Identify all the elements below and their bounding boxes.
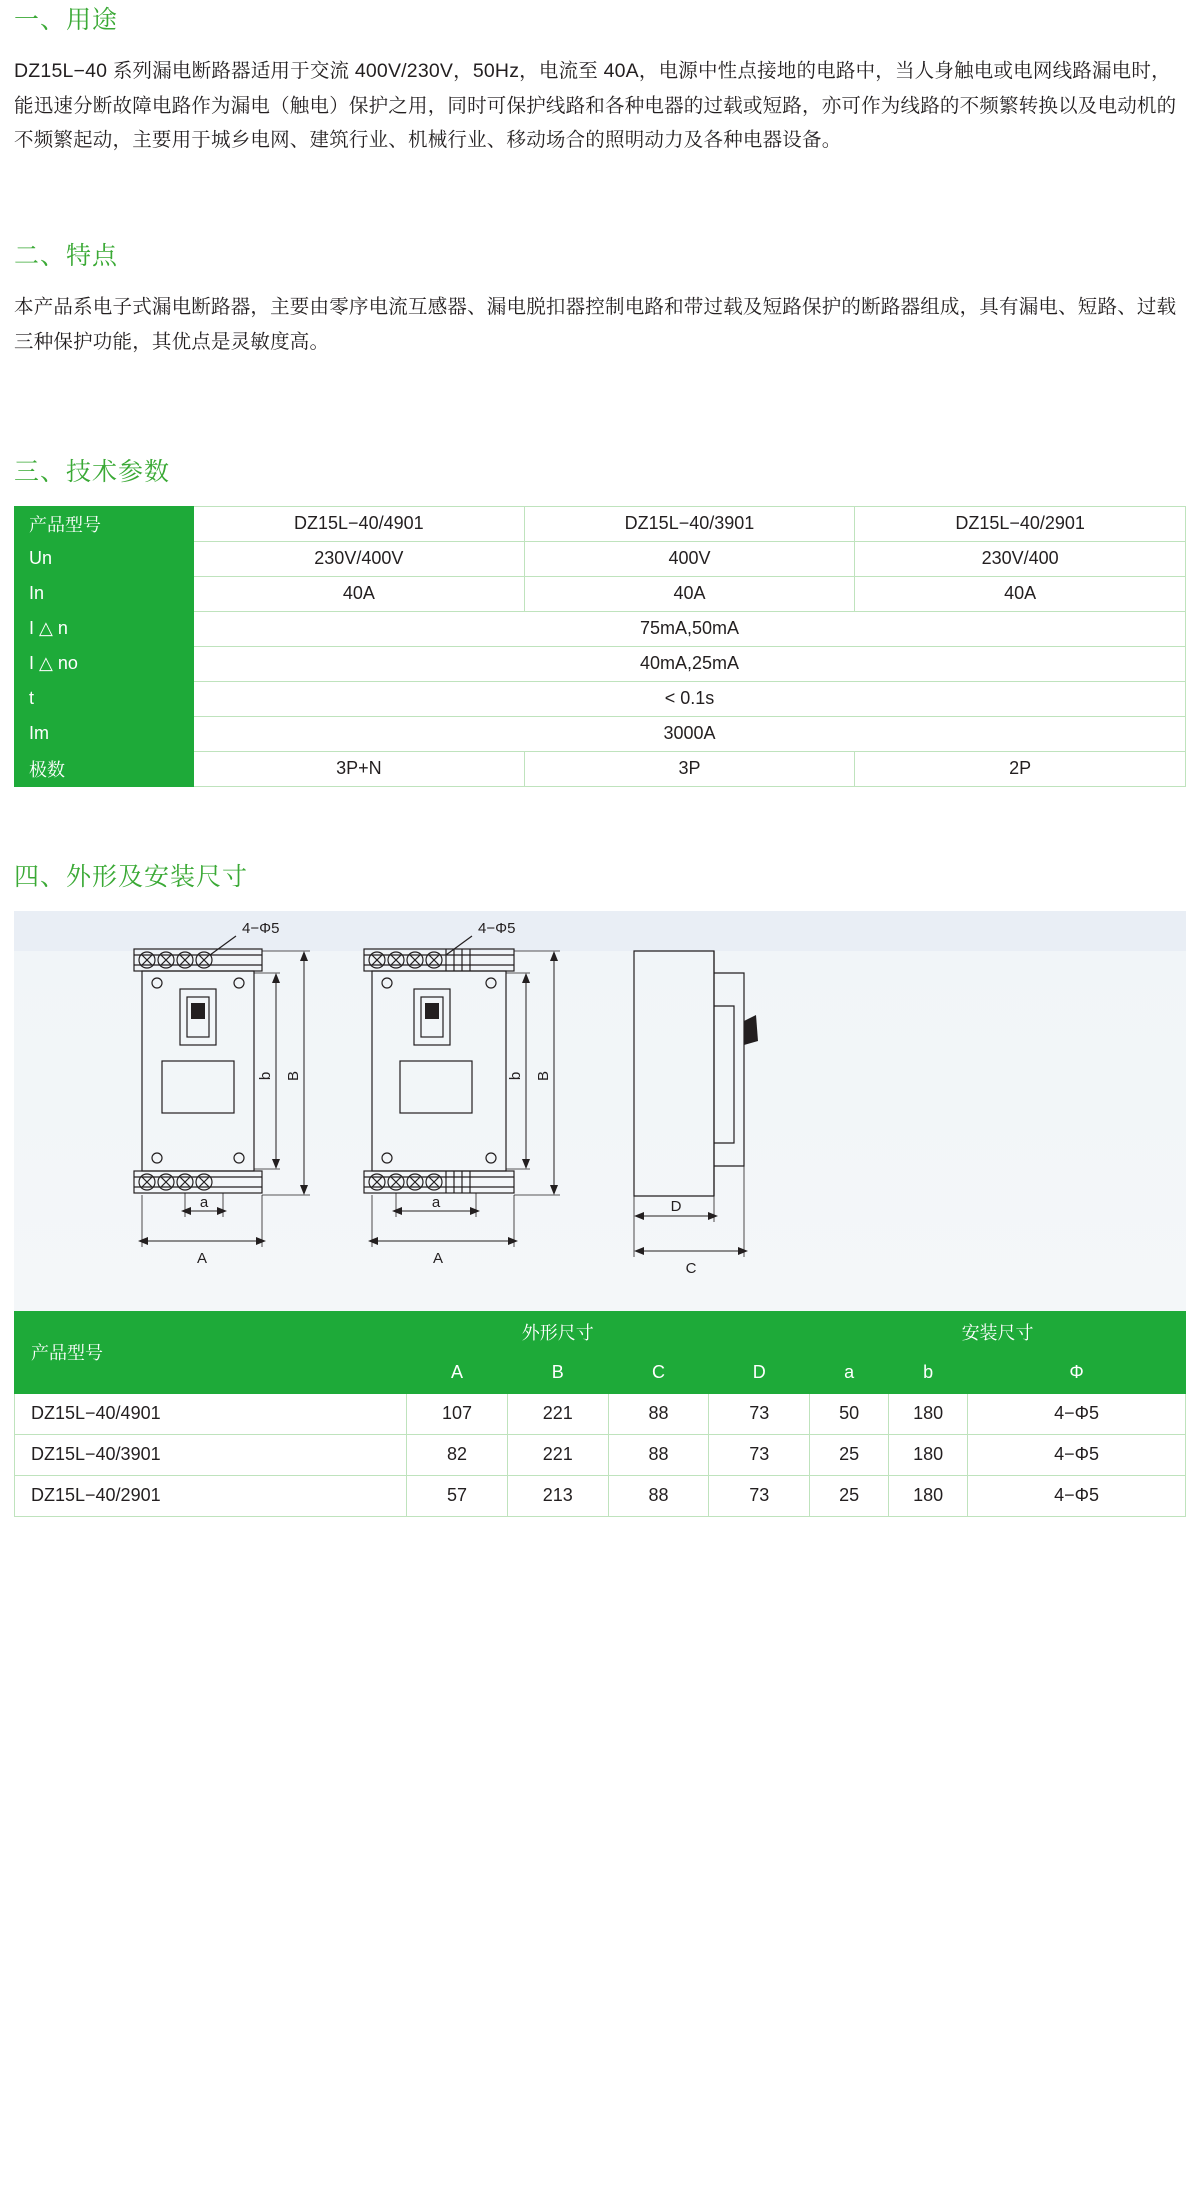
tech-value-cell: 40A bbox=[855, 576, 1186, 611]
dimension-cell-C: 88 bbox=[608, 1475, 709, 1516]
tech-section-title: 三、技术参数 bbox=[14, 457, 171, 486]
table-row bbox=[15, 506, 1186, 541]
tech-value-cell: 2P bbox=[855, 751, 1186, 786]
drawing-label-A-view1: A bbox=[196, 1249, 208, 1267]
dimension-cell-model: DZ15L−40/2901 bbox=[15, 1475, 407, 1516]
tech-section bbox=[0, 452, 1200, 787]
dimension-cell-model: DZ15L−40/4901 bbox=[15, 1393, 407, 1434]
dimension-cell-b: 180 bbox=[889, 1434, 968, 1475]
tech-parameters-table bbox=[14, 506, 1186, 787]
spacer-3 bbox=[0, 787, 1200, 857]
dimension-header-a: a bbox=[810, 1352, 889, 1393]
tech-value-cell: 3P bbox=[524, 751, 855, 786]
tech-value-cell-merged: 75mA,50mA bbox=[194, 611, 1186, 646]
dimension-cell-model: DZ15L−40/3901 bbox=[15, 1434, 407, 1475]
table-row bbox=[15, 681, 1186, 716]
tech-row-label: In bbox=[15, 576, 194, 611]
drawing-label-B-view1: B bbox=[285, 1070, 302, 1081]
dimension-table-header-row-1 bbox=[15, 1311, 1186, 1352]
tech-value-cell: 40A bbox=[524, 576, 855, 611]
table-row bbox=[15, 541, 1186, 576]
dimension-cell-C: 88 bbox=[608, 1393, 709, 1434]
drawing-label-B-view2: B bbox=[535, 1070, 552, 1081]
dimensions-section-title: 四、外形及安装尺寸 bbox=[14, 862, 249, 891]
dimension-cell-a: 25 bbox=[810, 1434, 889, 1475]
dimension-cell-C: 88 bbox=[608, 1434, 709, 1475]
tech-row-label: 产品型号 bbox=[15, 506, 194, 541]
dimension-cell-phi: 4−Φ5 bbox=[968, 1434, 1186, 1475]
dimension-drawing-svg bbox=[14, 911, 1186, 1311]
drawing-label-hole-1: 4−Φ5 bbox=[242, 919, 280, 937]
tech-value-cell: 40A bbox=[194, 576, 525, 611]
drawing-label-a-view1: a bbox=[199, 1193, 209, 1211]
dimensions-section bbox=[0, 857, 1200, 1517]
features-section bbox=[0, 236, 1200, 359]
dimension-header-outline-group: 外形尺寸 bbox=[407, 1311, 709, 1352]
tech-row-label: t bbox=[15, 681, 194, 716]
table-row bbox=[15, 751, 1186, 786]
tech-row-label: I △ no bbox=[15, 646, 194, 681]
tech-value-cell: 3P+N bbox=[194, 751, 525, 786]
table-row bbox=[15, 646, 1186, 681]
drawing-label-a-view2: a bbox=[431, 1193, 441, 1211]
tech-row-label: I △ n bbox=[15, 611, 194, 646]
dimension-cell-a: 25 bbox=[810, 1475, 889, 1516]
tech-value-cell-merged: 3000A bbox=[194, 716, 1186, 751]
dimension-cell-D: 73 bbox=[709, 1434, 810, 1475]
tech-row-label: Un bbox=[15, 541, 194, 576]
tech-value-cell: 400V bbox=[524, 541, 855, 576]
dimension-cell-A: 57 bbox=[407, 1475, 508, 1516]
dimension-cell-B: 213 bbox=[507, 1475, 608, 1516]
tech-row-label: 极数 bbox=[15, 751, 194, 786]
dimension-header-phi: Φ bbox=[968, 1352, 1186, 1393]
dimension-cell-D: 73 bbox=[709, 1393, 810, 1434]
dimension-cell-phi: 4−Φ5 bbox=[968, 1475, 1186, 1516]
dimension-cell-b: 180 bbox=[889, 1475, 968, 1516]
tech-model-cell: DZ15L−40/3901 bbox=[524, 506, 855, 541]
usage-section-text: DZ15L−40 系列漏电断路器适用于交流 400V/230V，50Hz，电流至 40A，电源中性点接地的电路中，当人身触电或电网线路漏电时，能迅速分断故障电路作为漏电（触电）保护之用，同时可保护线路和各种电器的过载或短路，亦可作为线路的不频繁转换以及电动机的不频繁起动，主要用于城乡电网、建筑行业、机械行业、移动场合的照明动力及各种电器设备。 bbox=[14, 60, 1177, 152]
table-row bbox=[15, 1434, 1186, 1475]
usage-section bbox=[0, 0, 1200, 158]
table-row bbox=[15, 1475, 1186, 1516]
tech-row-label: Im bbox=[15, 716, 194, 751]
dimension-header-model: 产品型号 bbox=[15, 1311, 407, 1393]
dimension-header-B: B bbox=[507, 1352, 608, 1393]
dimension-header-blank bbox=[709, 1311, 810, 1352]
spacer-1 bbox=[0, 158, 1200, 236]
dimension-header-A: A bbox=[407, 1352, 508, 1393]
tech-model-cell: DZ15L−40/4901 bbox=[194, 506, 525, 541]
outline-dimension-drawing bbox=[14, 911, 1186, 1311]
dimension-cell-b: 180 bbox=[889, 1393, 968, 1434]
dimension-cell-A: 82 bbox=[407, 1434, 508, 1475]
tech-value-cell-merged: < 0.1s bbox=[194, 681, 1186, 716]
dimension-cell-A: 107 bbox=[407, 1393, 508, 1434]
drawing-label-b-view2: b bbox=[507, 1071, 524, 1080]
dimension-cell-D: 73 bbox=[709, 1475, 810, 1516]
table-row bbox=[15, 1393, 1186, 1434]
drawing-label-C-view3: C bbox=[685, 1259, 697, 1277]
dimension-cell-B: 221 bbox=[507, 1393, 608, 1434]
features-section-text: 本产品系电子式漏电断路器，主要由零序电流互感器、漏电脱扣器控制电路和带过载及短路保护的断路器组成，具有漏电、短路、过载三种保护功能，其优点是灵敏度高。 bbox=[14, 296, 1177, 353]
tech-value-cell: 230V/400V bbox=[194, 541, 525, 576]
dimension-cell-a: 50 bbox=[810, 1393, 889, 1434]
dimension-header-install-group: 安装尺寸 bbox=[810, 1311, 1186, 1352]
tech-value-cell: 230V/400 bbox=[855, 541, 1186, 576]
dimension-header-D: D bbox=[709, 1352, 810, 1393]
dimension-header-b: b bbox=[889, 1352, 968, 1393]
drawing-label-D-view3: D bbox=[670, 1197, 682, 1215]
dimension-table bbox=[14, 1311, 1186, 1517]
tech-model-cell: DZ15L−40/2901 bbox=[855, 506, 1186, 541]
table-row bbox=[15, 611, 1186, 646]
usage-section-title: 一、用途 bbox=[14, 6, 119, 34]
table-row bbox=[15, 716, 1186, 751]
tech-value-cell-merged: 40mA,25mA bbox=[194, 646, 1186, 681]
drawing-label-A-view2: A bbox=[432, 1249, 444, 1267]
spacer-2 bbox=[0, 360, 1200, 452]
dimension-cell-B: 221 bbox=[507, 1434, 608, 1475]
drawing-label-hole-2: 4−Φ5 bbox=[478, 919, 516, 937]
drawing-label-b-view1: b bbox=[257, 1071, 274, 1080]
features-section-title: 二、特点 bbox=[14, 242, 119, 271]
dimension-header-C: C bbox=[608, 1352, 709, 1393]
table-row bbox=[15, 576, 1186, 611]
dimension-cell-phi: 4−Φ5 bbox=[968, 1393, 1186, 1434]
